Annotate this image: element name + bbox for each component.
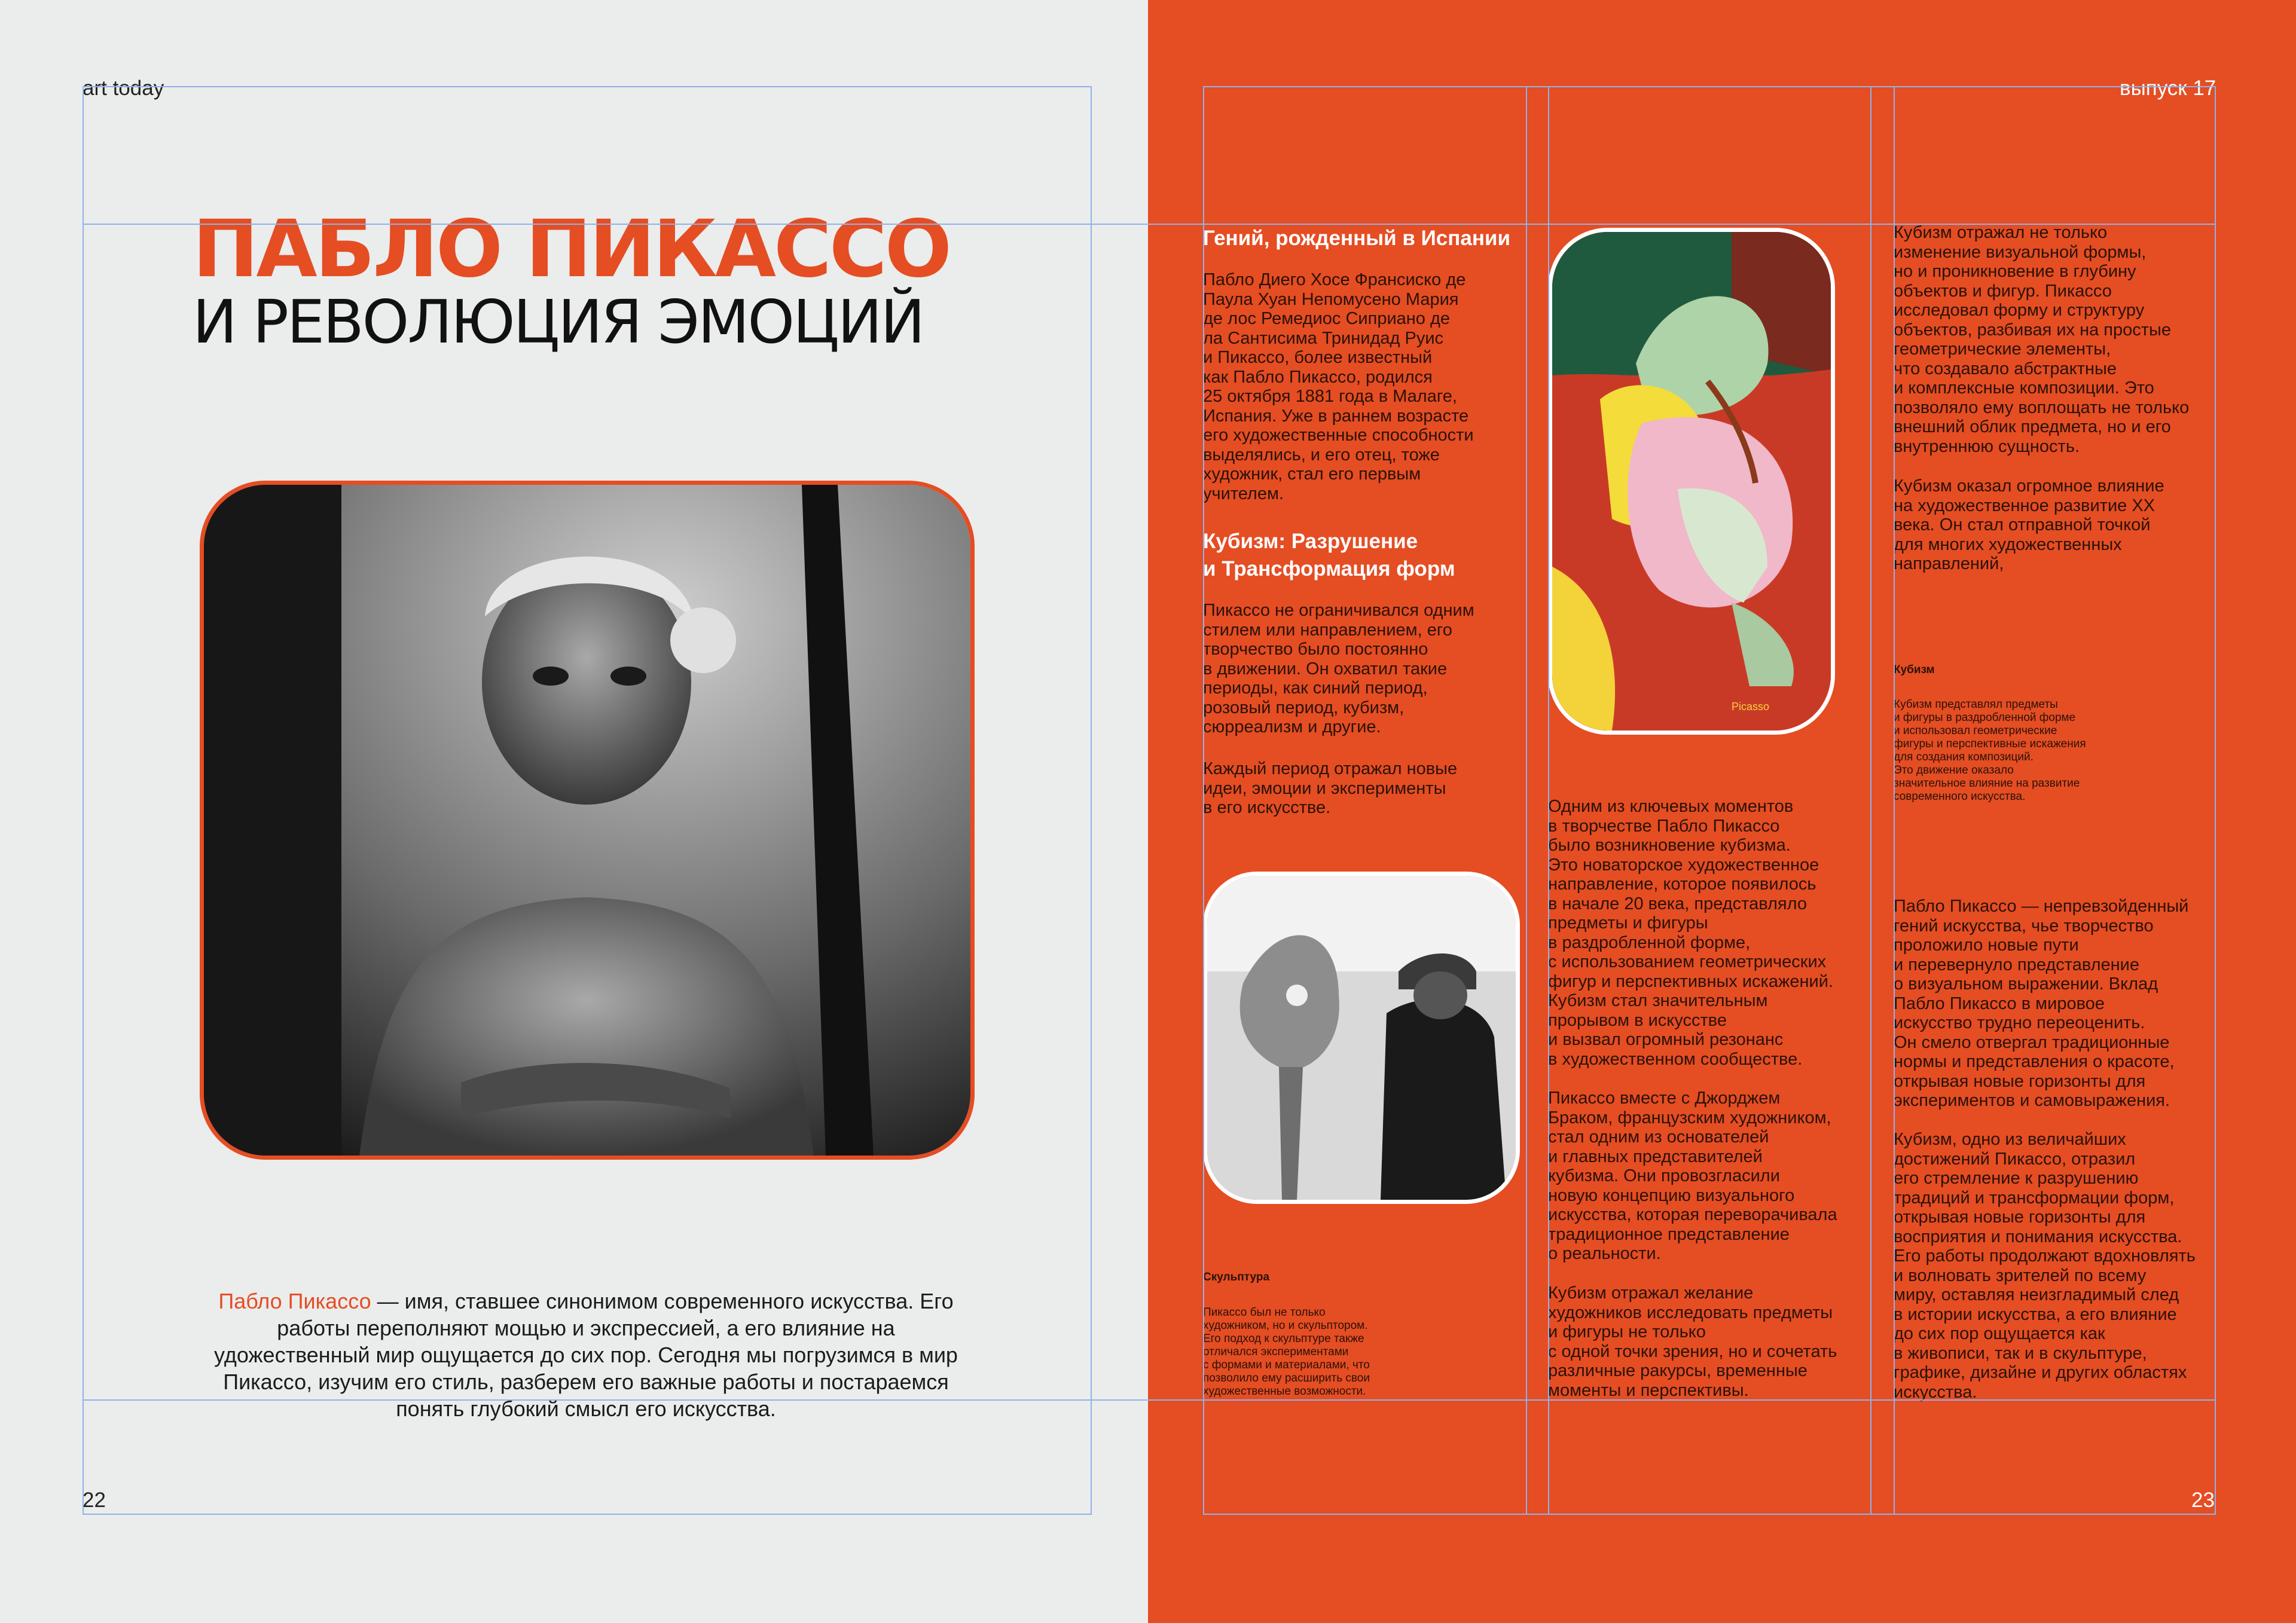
caption-sculpture-text: Пикассо был не только художником, но и скульптором. Его подход к скульптуре также отличался экспериментами с формами и материалами, что позволило ему расширить свои художественные возможности. — [1203, 1306, 1370, 1398]
col3-paragraph-3: Пабло Пикассо — непревзойденный гений искусства, чье творчество проложило новые пути и перевернуло представление о визуальном выражении. Вклад Пабло Пикассо в мировое искусство трудно переоценить. Он смело отвергал традиционные нормы и представления о красоте, открывая новые горизонты для экспериментов и самовыражения. — [1894, 897, 2189, 1110]
col1-paragraph-3: Каждый период отражал новые идеи, эмоции и эксперименты в его искусстве. — [1203, 759, 1458, 817]
article-subtitle: И РЕВОЛЮЦИЯ ЭМОЦИЙ — [193, 287, 924, 357]
heading-cubism: Кубизм: Разрушение и Трансформация форм — [1203, 530, 1455, 580]
heading-genius: Гений, рожденный в Испании — [1203, 227, 1510, 250]
page-number-left: 22 — [83, 1488, 106, 1512]
intro-accent: Пабло Пикассо — [218, 1289, 371, 1313]
col3-paragraph-1: Кубизм отражал не только изменение визуальной формы, но и проникновение в глубину объектов и фигур. Пикассо исследовал форму и структуру объектов, разбивая их на простые геометрические элементы, что создавало абстрактные и комплексные композиции. Это позволяло ему воплощать не только внешний облик предмета, но и его внутреннюю сущность. — [1894, 223, 2190, 456]
col1-paragraph-1: Пабло Диего Хосе Франсиско де Паула Хуан Непомусено Мария де лос Ремедиос Сиприано де ла Сантисима Тринидад Руис и Пикассо, более известный как Пабло Пикассо, родился 25 октября 1881 года в Малаге, Испания. Уже в раннем возрасте его художественные способности выделялись, и его отец, тоже художник, стал его первым учителем. — [1203, 270, 1474, 503]
portrait-photo — [200, 481, 975, 1160]
painting-photo — [1548, 228, 1835, 735]
col3-paragraph-4: Кубизм, одно из величайших достижений Пикассо, отразил его стремление к разрушению традиций и трансформации форм, открывая новые горизонты для восприятия и понимания искусства. Его работы продолжают вдохновлять и волновать зрителей по всему миру, оставляя неизгладимый след в истории искусства, а его влияние до сих пор ощущается как в живописи, так и в скульптуре, графике, дизайне и других областях искусства. — [1894, 1130, 2196, 1402]
painting-signature: Picasso — [1732, 701, 1770, 713]
col2-paragraph-1: Одним из ключевых моментов в творчестве Пабло Пикассо было возникновение кубизма. Это новаторское художественное направление, которое появилось в начале 20 века, представляло предметы и фигуры в раздробленной форме, с использованием геометрических фигур и перспективных искажений. Кубизм стал значительным прорывом в искусстве и вызвал огромный резонанс в художественном сообществе. — [1548, 797, 1834, 1069]
intro-paragraph — [197, 1288, 975, 1422]
caption-cubism-title: Кубизм — [1894, 664, 1935, 676]
right-page — [1148, 0, 2296, 1623]
caption-cubism-text: Кубизм представлял предметы и фигуры в раздробленной форме и использовал геометрические фигуры и перспективные искажения для создания композиций. Это движение оказало значительное влияние на развитие современного искусства. — [1894, 698, 2086, 803]
article-title: ПАБЛО ПИКАССО — [193, 203, 950, 295]
running-head: art today — [83, 77, 164, 100]
col3-paragraph-2: Кубизм оказал огромное влияние на художественное развитие XX века. Он стал отправной точкой для многих художественных направлений, — [1894, 476, 2164, 573]
sculpture-photo — [1203, 872, 1520, 1204]
col2-paragraph-2: Пикассо вместе с Джорджем Браком, французским художником, стал одним из основателей и главных представителей кубизма. Они провозгласили новую концепцию визуального искусства, которая переворачивала традиционное представление о реальности. — [1548, 1089, 1837, 1263]
issue-number: выпуск 17 — [2120, 77, 2216, 100]
col1-paragraph-2: Пикассо не ограничивался одним стилем или направлением, его творчество было постоянно в движении. Он охватил такие периоды, как синий период, розовый период, кубизм, сюрреализм и другие. — [1203, 601, 1474, 736]
page-number-right: 23 — [2191, 1488, 2215, 1512]
intro-text: — имя, ставшее синонимом современного искусства. Его работы переполняют мощью и экспрессией, а его влияние на удожественный мир ощущается до сих пор. Сегодня мы погрузимся в мир Пикассо, изучим его стиль, разберем его важные работы и постараемся понять глубокий смысл его искусства. — [214, 1289, 958, 1421]
col2-paragraph-3: Кубизм отражал желание художников исследовать предметы и фигуры не только с одной точки зрения, но и сочетать различные ракурсы, временные моменты и перспективы. — [1548, 1283, 1837, 1400]
caption-sculpture-title: Скульптура — [1203, 1271, 1270, 1283]
